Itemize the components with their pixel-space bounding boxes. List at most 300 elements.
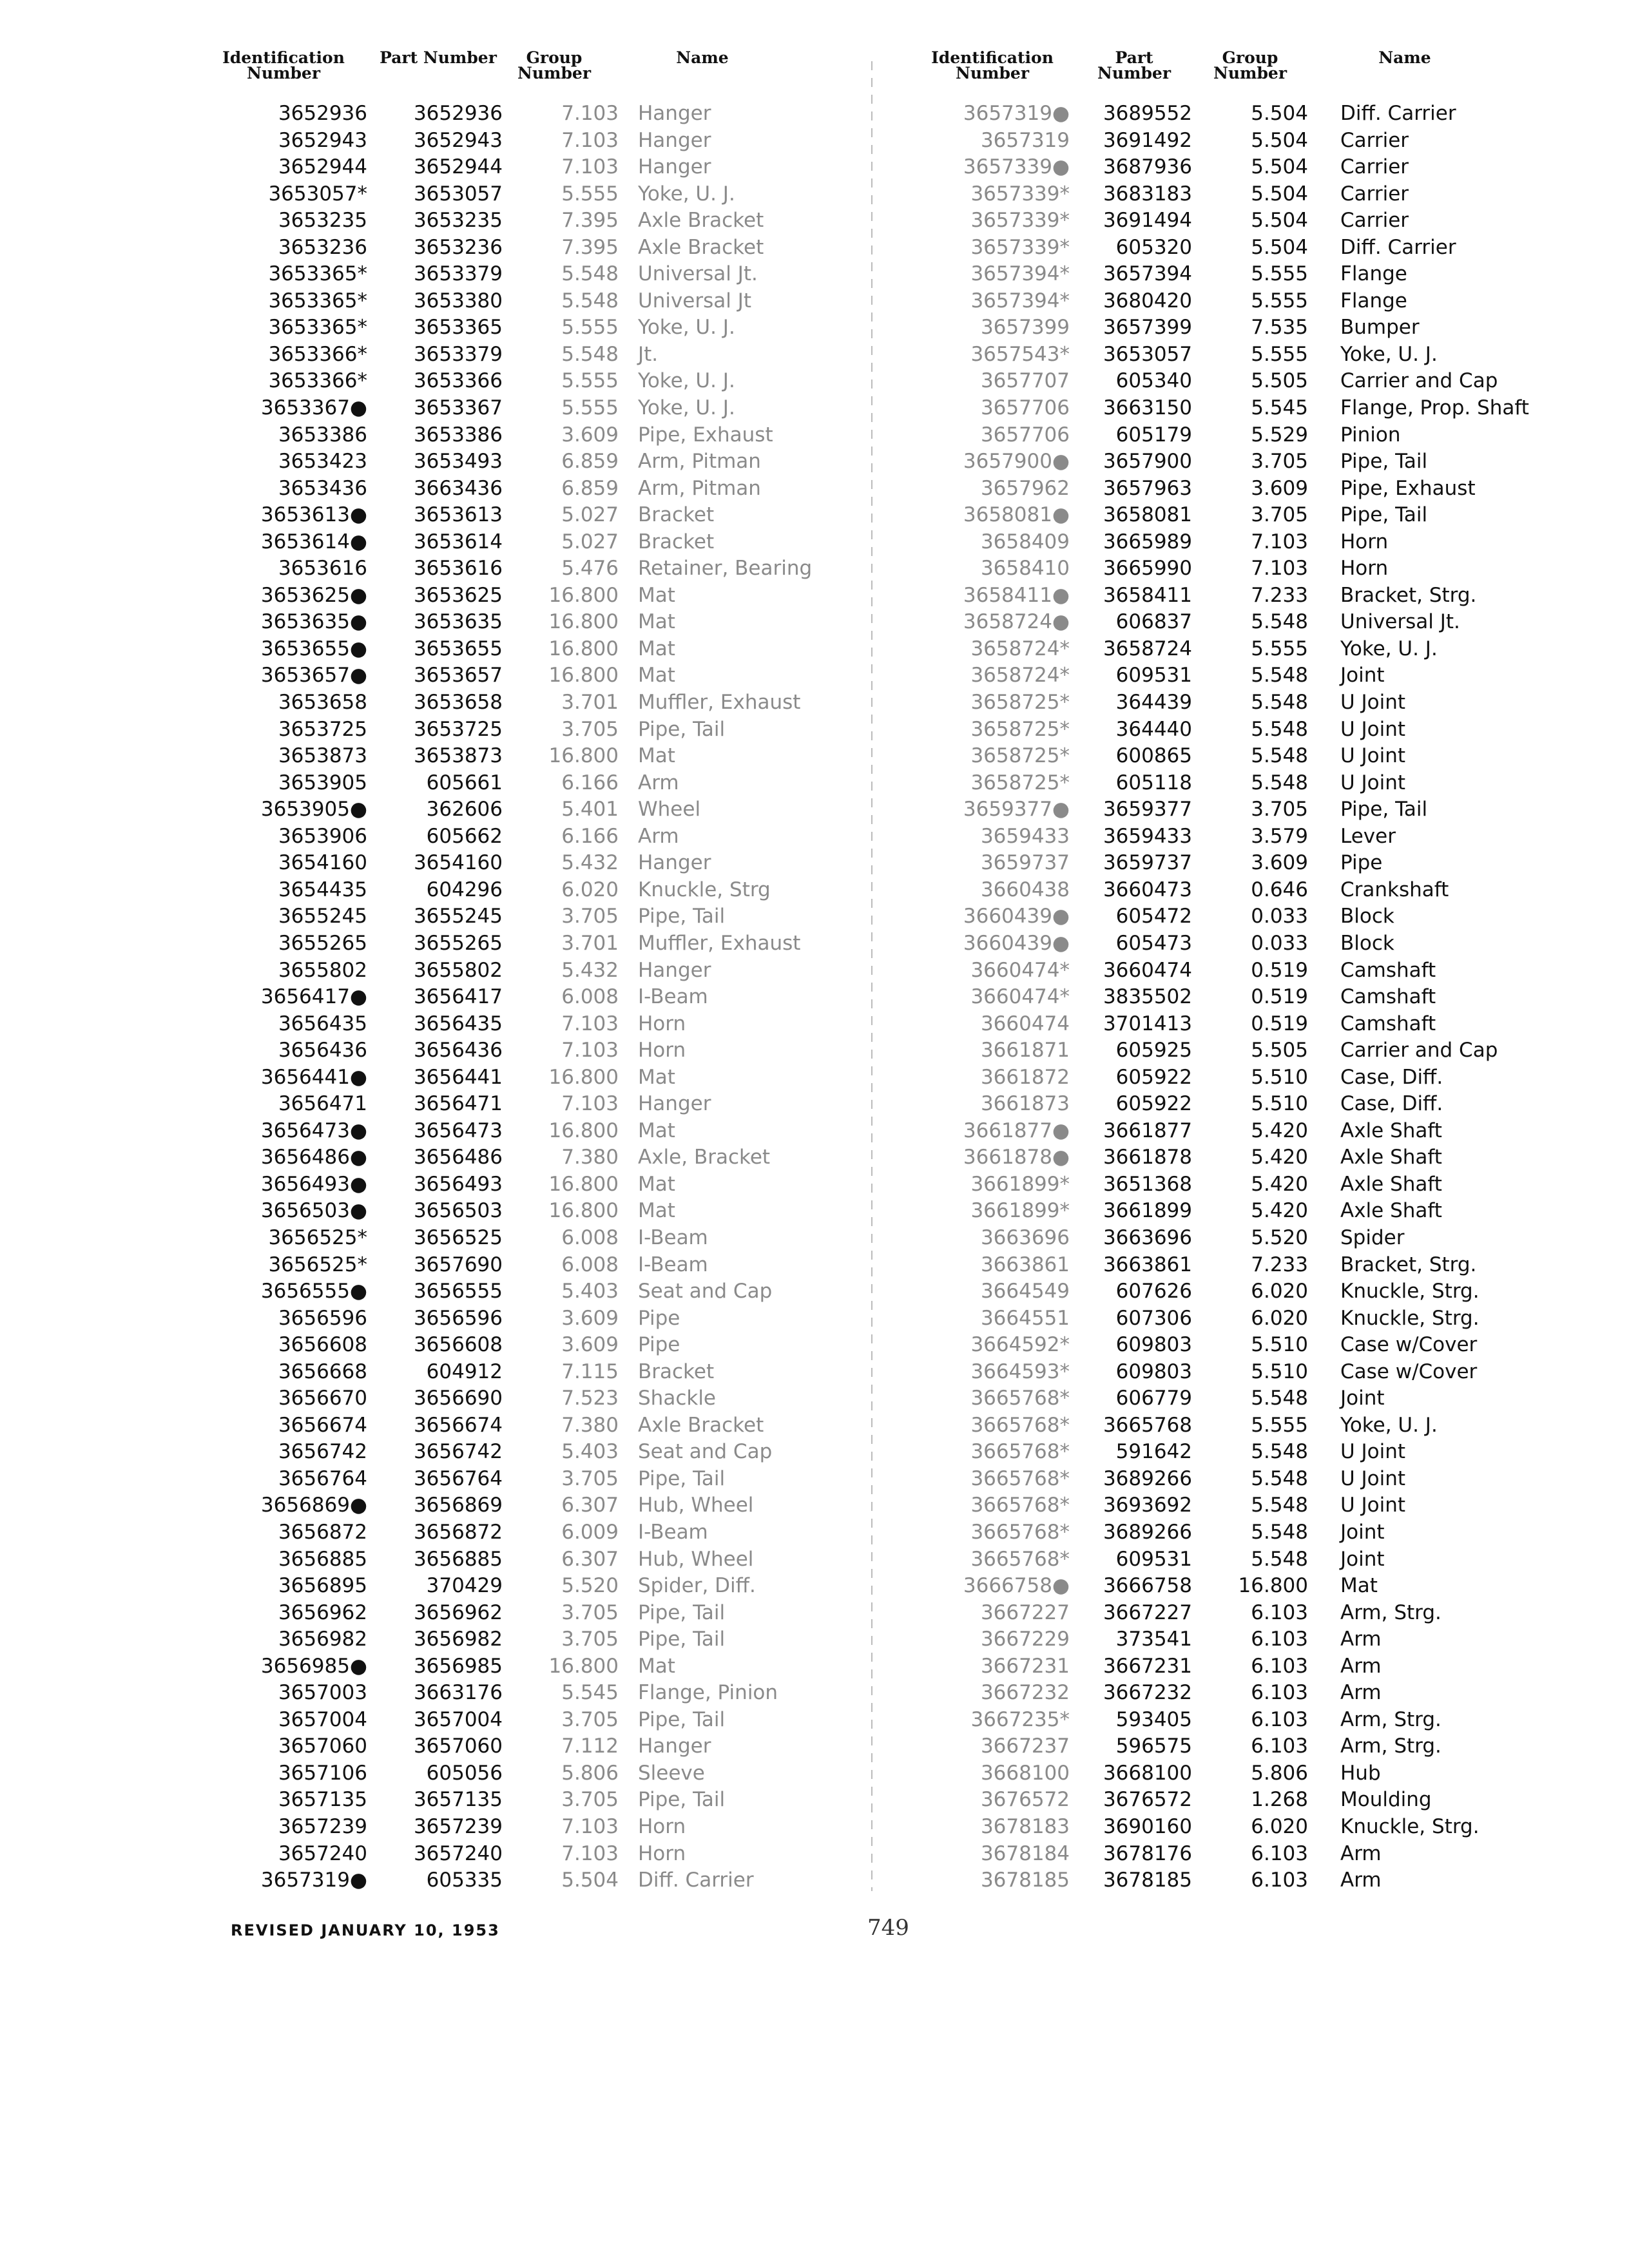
part-number: 3678185 (1103, 1869, 1192, 1892)
table-row (193, 448, 857, 476)
part-number: 3658081 (1103, 503, 1192, 527)
identification-number: 3655802 (278, 958, 367, 982)
table-row (902, 395, 1553, 422)
part-name: Diff. Carrier (1340, 235, 1456, 259)
identification-number: 3664593* (970, 1360, 1070, 1383)
part-name: Moulding (1340, 1788, 1432, 1812)
part-name: Universal Jt. (1340, 610, 1460, 634)
part-name: Axle, Bracket (638, 1146, 771, 1169)
part-number: 3658411 (1103, 583, 1192, 607)
part-name: Wheel (638, 798, 701, 822)
identification-number: 3653386 (278, 423, 367, 447)
group-number: 6.103 (1251, 1841, 1308, 1865)
part-number: 3653366 (413, 369, 503, 393)
left-parts-column (193, 45, 857, 1894)
part-name: Muffler, Exhaust (638, 931, 801, 955)
part-number: 3668100 (1103, 1761, 1192, 1785)
group-number: 5.548 (1251, 717, 1308, 741)
table-row (193, 154, 857, 181)
group-number: 6.859 (561, 450, 619, 474)
group-number: 16.800 (548, 1199, 619, 1223)
part-name: Horn (638, 1841, 686, 1865)
table-row (902, 1091, 1553, 1118)
part-name: Joint (1340, 1547, 1385, 1571)
group-number: 5.420 (1251, 1146, 1308, 1169)
left-rows (193, 101, 857, 1894)
table-row (902, 368, 1553, 395)
part-number: 606779 (1115, 1387, 1192, 1410)
part-number: 362606 (426, 798, 503, 822)
part-number: 609803 (1115, 1333, 1192, 1357)
part-number: 3689266 (1103, 1466, 1192, 1490)
group-number: 5.027 (561, 530, 619, 553)
group-number: 5.504 (1251, 235, 1308, 259)
part-number: 3655245 (413, 905, 503, 928)
table-row (193, 1037, 857, 1064)
part-name: Hanger (638, 155, 711, 179)
group-number: 0.033 (1251, 905, 1308, 928)
group-number: 5.548 (1251, 1494, 1308, 1517)
page-number: 749 (867, 1915, 909, 1941)
part-name: Flange (1340, 289, 1407, 312)
table-row (193, 930, 857, 957)
table-row (193, 1760, 857, 1787)
table-row (193, 636, 857, 663)
table-row (902, 662, 1553, 689)
table-row (193, 716, 857, 744)
part-name: Case, Diff. (1340, 1065, 1443, 1089)
part-number: 3653725 (413, 717, 503, 741)
table-row (902, 207, 1553, 235)
table-row (193, 689, 857, 716)
part-name: Pipe, Tail (1340, 798, 1428, 822)
table-row (902, 1278, 1553, 1305)
group-number: 6.020 (1251, 1306, 1308, 1330)
part-number: 605118 (1115, 771, 1192, 794)
group-number: 6.859 (561, 476, 619, 500)
table-row (902, 716, 1553, 744)
part-number: 3663176 (413, 1681, 503, 1705)
table-row (193, 1492, 857, 1519)
group-number: 6.103 (1251, 1681, 1308, 1705)
group-number: 0.519 (1251, 985, 1308, 1009)
identification-number: 3653655● (260, 637, 367, 660)
part-number: 3660473 (1103, 878, 1192, 901)
identification-number: 3667235* (970, 1707, 1070, 1731)
identification-number: 3667229 (980, 1628, 1070, 1651)
table-row (902, 422, 1553, 449)
group-number: 5.505 (1251, 1039, 1308, 1062)
identification-number: 3657707 (980, 369, 1070, 393)
identification-number: 3661872 (980, 1065, 1070, 1089)
table-row (193, 850, 857, 877)
part-name: Hanger (638, 1092, 711, 1116)
identification-number: 3658725* (970, 691, 1070, 715)
part-name: Axle Bracket (638, 1413, 764, 1437)
group-number: 3.609 (1251, 476, 1308, 500)
identification-number: 3661873 (980, 1092, 1070, 1116)
part-number: 3653057 (1103, 342, 1192, 366)
group-number: 5.548 (561, 342, 619, 366)
part-name: Arm, Pitman (638, 450, 761, 474)
table-row (193, 181, 857, 208)
part-number: 3667232 (1103, 1681, 1192, 1705)
identification-number: 3656441● (260, 1065, 367, 1089)
table-row (193, 1252, 857, 1279)
identification-number: 3658725* (970, 771, 1070, 794)
part-number: 3656525 (413, 1225, 503, 1249)
identification-number: 3663696 (980, 1225, 1070, 1249)
part-number: 3652936 (413, 102, 503, 125)
identification-number: 3657319● (963, 102, 1070, 125)
table-row (193, 1519, 857, 1546)
part-name: Joint (1340, 1387, 1385, 1410)
part-number: 3656493 (413, 1172, 503, 1196)
group-number: 6.307 (561, 1494, 619, 1517)
table-row (193, 288, 857, 315)
group-number: 16.800 (548, 610, 619, 634)
group-number: 7.395 (561, 235, 619, 259)
revised-date: REVISED JANUARY 10, 1953 (231, 1921, 500, 1939)
part-name: Pipe, Tail (638, 1628, 726, 1651)
group-number: 7.535 (1251, 316, 1308, 340)
part-number: 370429 (426, 1574, 503, 1598)
part-number: 3657963 (1103, 476, 1192, 500)
table-row (902, 1841, 1553, 1868)
table-row (193, 261, 857, 288)
identification-number: 3655245 (278, 905, 367, 928)
part-number: 3657394 (1103, 262, 1192, 286)
table-row (193, 395, 857, 422)
group-number: 7.103 (561, 1012, 619, 1035)
table-row (902, 1252, 1553, 1279)
part-number: 3653380 (413, 289, 503, 312)
part-name: Yoke, U. J. (1340, 637, 1438, 660)
group-number: 5.555 (1251, 289, 1308, 312)
part-name: Mat (638, 583, 675, 607)
table-row (902, 984, 1553, 1011)
group-number: 5.510 (1251, 1333, 1308, 1357)
part-number: 3656690 (413, 1387, 503, 1410)
group-number: 5.548 (1251, 1387, 1308, 1410)
table-row (902, 1412, 1553, 1439)
table-row (193, 1787, 857, 1814)
part-name: Carrier (1340, 182, 1409, 206)
identification-number: 3657004 (278, 1707, 367, 1731)
part-number: 604912 (426, 1360, 503, 1383)
part-name: Yoke, U. J. (638, 369, 735, 393)
table-row (193, 582, 857, 610)
group-number: 6.103 (1251, 1654, 1308, 1678)
group-number: 5.420 (1251, 1119, 1308, 1142)
identification-number: 3657319 (980, 128, 1070, 152)
part-name: Joint (1340, 664, 1385, 687)
identification-number: 3653423 (278, 450, 367, 474)
part-number: 3661877 (1103, 1119, 1192, 1142)
group-number: 5.548 (1251, 1547, 1308, 1571)
group-number: 3.705 (561, 1707, 619, 1731)
identification-number: 3656742 (278, 1440, 367, 1464)
table-row (902, 341, 1553, 369)
part-number: 3656608 (413, 1333, 503, 1357)
part-number: 607306 (1115, 1306, 1192, 1330)
part-number: 3693692 (1103, 1494, 1192, 1517)
part-name: Pipe, Tail (1340, 503, 1428, 527)
table-row (902, 1332, 1553, 1359)
group-number: 5.548 (1251, 1440, 1308, 1464)
table-row (902, 582, 1553, 610)
table-row (902, 555, 1553, 582)
group-number: 5.403 (561, 1280, 619, 1303)
part-number: 3683183 (1103, 182, 1192, 206)
part-name: Diff. Carrier (638, 1869, 754, 1892)
part-number: 3665989 (1103, 530, 1192, 553)
table-row (902, 1198, 1553, 1225)
part-name: Muffler, Exhaust (638, 691, 801, 715)
part-name: Joint (1340, 1520, 1385, 1544)
identification-number: 3656962 (278, 1600, 367, 1624)
part-name: U Joint (1340, 771, 1406, 794)
part-number: 605056 (426, 1761, 503, 1785)
part-name: Camshaft (1340, 985, 1436, 1009)
table-row (193, 502, 857, 529)
group-number: 5.548 (561, 289, 619, 312)
part-name: Carrier and Cap (1340, 1039, 1498, 1062)
part-name: Flange, Prop. Shaft (1340, 396, 1529, 420)
group-number: 5.520 (561, 1574, 619, 1598)
table-row (902, 128, 1553, 155)
table-row (902, 101, 1553, 128)
identification-number: 3656471 (278, 1092, 367, 1116)
identification-number: 3658724* (970, 637, 1070, 660)
group-number: 3.705 (561, 1788, 619, 1812)
group-number: 6.103 (1251, 1707, 1308, 1731)
part-name: Spider, Diff. (638, 1574, 756, 1598)
part-name: Block (1340, 905, 1394, 928)
identification-number: 3660439● (963, 931, 1070, 955)
group-number: 5.401 (561, 798, 619, 822)
identification-number: 3656525* (268, 1253, 367, 1276)
part-name: Pipe, Tail (638, 1707, 726, 1731)
group-number: 5.504 (1251, 128, 1308, 152)
part-name: Camshaft (1340, 958, 1436, 982)
part-number: 609531 (1115, 1547, 1192, 1571)
table-row (193, 796, 857, 823)
part-name: Flange, Pinion (638, 1681, 778, 1705)
table-row (193, 1305, 857, 1332)
group-number: 5.476 (561, 557, 619, 581)
identification-number: 3653057* (268, 182, 367, 206)
table-row (193, 1011, 857, 1038)
part-name: Pipe, Exhaust (638, 423, 773, 447)
part-name: Axle Bracket (638, 209, 764, 233)
part-number: 3663696 (1103, 1225, 1192, 1249)
group-number: 0.646 (1251, 878, 1308, 901)
group-number: 3.609 (561, 1333, 619, 1357)
table-row (902, 1171, 1553, 1198)
identification-number: 3658409 (980, 530, 1070, 553)
identification-number: 3658724● (963, 610, 1070, 634)
part-number: 3656869 (413, 1494, 503, 1517)
identification-number: 3657339* (970, 209, 1070, 233)
group-number: 3.609 (561, 423, 619, 447)
part-number: 3663861 (1103, 1253, 1192, 1276)
identification-number: 3653366* (268, 369, 367, 393)
identification-number: 3653365* (268, 316, 367, 340)
group-number: 7.103 (561, 1039, 619, 1062)
table-row (193, 743, 857, 770)
part-number: 3656471 (413, 1092, 503, 1116)
part-number: 3665990 (1103, 557, 1192, 581)
part-number: 605662 (426, 824, 503, 848)
part-name: Lever (1340, 824, 1396, 848)
part-name: Horn (1340, 530, 1389, 553)
table-row (902, 1359, 1553, 1386)
table-row (193, 609, 857, 636)
table-row (902, 1867, 1553, 1894)
identification-number: 3659433 (980, 824, 1070, 848)
header-part-number: Part Number (380, 48, 497, 67)
group-number: 3.579 (1251, 824, 1308, 848)
group-number: 7.103 (561, 128, 619, 152)
part-name: I-Beam (638, 1225, 708, 1249)
part-name: Bracket (638, 530, 715, 553)
table-row (902, 850, 1553, 877)
group-number: 16.800 (548, 664, 619, 687)
table-row (902, 1037, 1553, 1064)
part-name: Crankshaft (1340, 878, 1449, 901)
table-row (902, 1466, 1553, 1493)
group-number: 7.103 (561, 1841, 619, 1865)
table-row (902, 476, 1553, 503)
group-number: 0.033 (1251, 931, 1308, 955)
part-name: Arm, Pitman (638, 476, 761, 500)
table-row (193, 235, 857, 262)
part-name: Axle Shaft (1340, 1119, 1442, 1142)
table-row (193, 1653, 857, 1680)
part-name: Axle Shaft (1340, 1172, 1442, 1196)
group-number: 16.800 (1238, 1574, 1308, 1598)
part-number: 609803 (1115, 1360, 1192, 1383)
header-identification-number: Identification Number (222, 48, 345, 82)
group-number: 5.510 (1251, 1065, 1308, 1089)
group-number: 3.705 (1251, 798, 1308, 822)
part-number: 605473 (1115, 931, 1192, 955)
group-number: 5.027 (561, 503, 619, 527)
part-number: 3653057 (413, 182, 503, 206)
part-number: 3661899 (1103, 1199, 1192, 1223)
identification-number: 3657003 (278, 1681, 367, 1705)
part-name: Case w/Cover (1340, 1333, 1478, 1357)
part-number: 3701413 (1103, 1012, 1192, 1035)
part-number: 3656436 (413, 1039, 503, 1062)
part-number: 3657004 (413, 1707, 503, 1731)
identification-number: 3657962 (980, 476, 1070, 500)
group-number: 7.233 (1251, 583, 1308, 607)
group-number: 3.705 (561, 905, 619, 928)
identification-number: 3653436 (278, 476, 367, 500)
right-parts-column (902, 45, 1553, 1894)
part-name: Mat (638, 664, 675, 687)
part-number: 607626 (1115, 1280, 1192, 1303)
part-number: 3687936 (1103, 155, 1192, 179)
group-number: 5.548 (1251, 771, 1308, 794)
identification-number: 3657339* (970, 182, 1070, 206)
part-number: 3653365 (413, 316, 503, 340)
table-row (902, 903, 1553, 930)
table-row (902, 288, 1553, 315)
table-row (902, 636, 1553, 663)
table-row (193, 1733, 857, 1760)
table-row (902, 1814, 1553, 1841)
table-row (193, 101, 857, 128)
group-number: 5.420 (1251, 1199, 1308, 1223)
identification-number: 3655265 (278, 931, 367, 955)
table-row (193, 529, 857, 556)
group-number: 16.800 (548, 583, 619, 607)
table-row (193, 1064, 857, 1091)
identification-number: 3665768* (970, 1466, 1070, 1490)
identification-number: 3657706 (980, 396, 1070, 420)
identification-number: 3653635● (260, 610, 367, 634)
identification-number: 3658410 (980, 557, 1070, 581)
identification-number: 3663861 (980, 1253, 1070, 1276)
table-row (902, 1626, 1553, 1653)
part-number: 596575 (1115, 1735, 1192, 1758)
group-number: 3.705 (561, 1466, 619, 1490)
identification-number: 3667237 (980, 1735, 1070, 1758)
part-name: Sleeve (638, 1761, 705, 1785)
identification-number: 3653236 (278, 235, 367, 259)
group-number: 1.268 (1251, 1788, 1308, 1812)
part-number: 3656596 (413, 1306, 503, 1330)
identification-number: 3664549 (980, 1280, 1070, 1303)
group-number: 5.555 (1251, 1413, 1308, 1437)
identification-number: 3661899* (970, 1172, 1070, 1196)
identification-number: 3653657● (260, 664, 367, 687)
part-name: Arm (1340, 1869, 1382, 1892)
identification-number: 3653905 (278, 771, 367, 794)
identification-number: 3656473● (260, 1119, 367, 1142)
part-number: 3655265 (413, 931, 503, 955)
identification-number: 3656436 (278, 1039, 367, 1062)
table-row (193, 1359, 857, 1386)
identification-number: 3653367● (260, 396, 367, 420)
part-number: 3659737 (1103, 851, 1192, 875)
part-number: 605661 (426, 771, 503, 794)
part-number: 3835502 (1103, 985, 1192, 1009)
identification-number: 3657060 (278, 1735, 367, 1758)
identification-number: 3654435 (278, 878, 367, 901)
table-row (902, 609, 1553, 636)
part-number: 3653657 (413, 664, 503, 687)
part-number: 3653379 (413, 342, 503, 366)
group-number: 5.520 (1251, 1225, 1308, 1249)
identification-number: 3657543* (970, 342, 1070, 366)
part-name: Hub (1340, 1761, 1381, 1785)
group-number: 6.008 (561, 1225, 619, 1249)
identification-number: 3666758● (963, 1574, 1070, 1598)
header-group-number: Group Number (517, 48, 592, 82)
group-number: 5.510 (1251, 1360, 1308, 1383)
table-row (902, 502, 1553, 529)
part-number: 3657900 (1103, 450, 1192, 474)
part-name: Hanger (638, 102, 711, 125)
table-row (193, 1466, 857, 1493)
part-name: Carrier (1340, 155, 1409, 179)
group-number: 7.233 (1251, 1253, 1308, 1276)
group-number: 5.555 (1251, 262, 1308, 286)
